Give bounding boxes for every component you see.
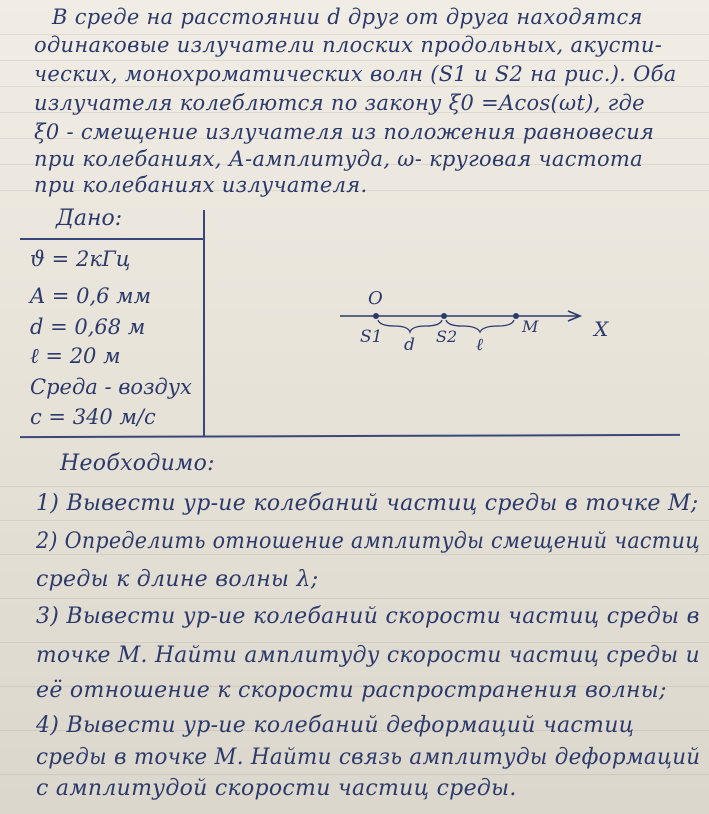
task-line: с амплитудой скорости частиц среды. [36, 776, 517, 801]
task-line: точке M. Найти амплитуду скорости частиц среды и [36, 643, 700, 668]
problem-line: при колебаниях, А-амплитуда, ω- круговая частота [34, 147, 643, 171]
axis-x-label: X [594, 317, 609, 341]
d-label: d [404, 335, 415, 352]
given-item: c = 340 м/с [30, 405, 156, 429]
problem-line: ческих, монохроматических волн (S1 и S2 на рис.). Оба [34, 62, 677, 86]
problem-line: ξ0 - смещение излучателя из положения равновесия [34, 120, 655, 144]
task-line: 1) Вывести ур-ие колебаний частиц среды в точке M; [36, 491, 699, 516]
horizontal-divider [20, 434, 680, 438]
problem-line: В среде на расстоянии d друг от друга находятся [52, 5, 643, 29]
s2-point [441, 313, 447, 319]
ruled-line [0, 486, 709, 487]
ruled-line [0, 598, 709, 599]
given-underline [20, 238, 204, 240]
task-line: её отношение к скорости распространения волны; [36, 678, 667, 703]
problem-line: при колебаниях излучателя. [34, 173, 368, 197]
given-item: ϑ = 2кГц [30, 247, 131, 271]
source-diagram [340, 282, 630, 352]
l-label: ℓ [476, 335, 484, 352]
given-item: A = 0,6 мм [30, 284, 152, 308]
problem-line: одинаковые излучатели плоских продольных, акусти- [34, 33, 663, 57]
d-brace [378, 320, 442, 332]
given-item: ℓ = 20 м [30, 344, 121, 368]
task-line: 2) Определить отношение амплитуды смещений частиц [36, 529, 700, 554]
origin-label: O [368, 288, 383, 309]
s2-label: S2 [436, 327, 458, 346]
m-label: M [522, 317, 539, 336]
tasks-title: Необходимо: [60, 451, 215, 476]
task-line: среды к длине волны λ; [36, 567, 319, 592]
vertical-divider [203, 210, 205, 436]
problem-line: излучателя колеблются по закону ξ0 =Acos(ωt), где [34, 91, 645, 115]
s1-label: S1 [360, 327, 383, 347]
given-item: d = 0,68 м [30, 315, 146, 339]
m-point [513, 313, 519, 319]
task-line: 3) Вывести ур-ие колебаний скорости частиц среды в [36, 604, 700, 629]
given-title: Дано: [56, 206, 123, 231]
s1-point [373, 313, 379, 319]
task-line: среды в точке M. Найти связь амплитуды деформаций [36, 745, 701, 770]
given-item: Среда - воздух [30, 375, 192, 399]
task-line: 4) Вывести ур-ие колебаний деформаций частиц [36, 713, 635, 738]
ruled-line [0, 520, 709, 521]
